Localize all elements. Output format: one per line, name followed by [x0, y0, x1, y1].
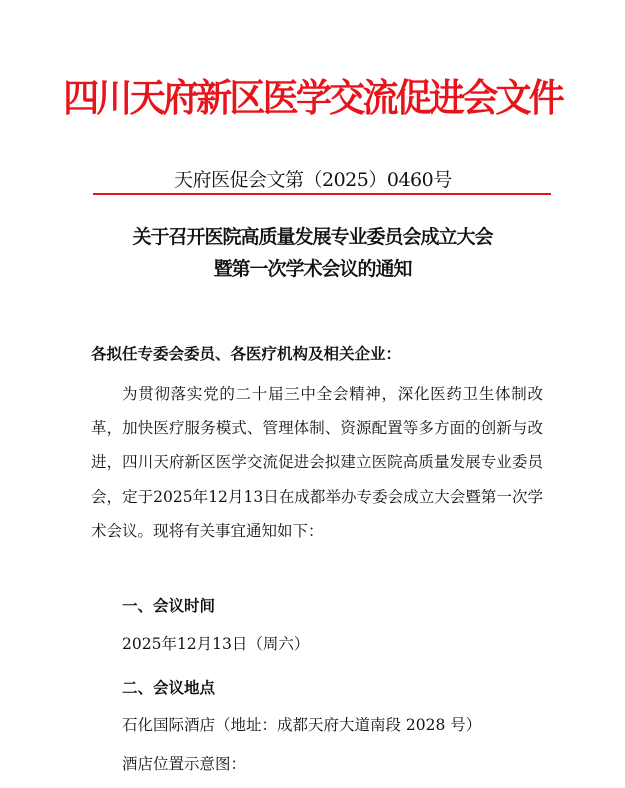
red-divider-line [93, 193, 551, 195]
document-number: 天府医促会文第（2025）0460号 [174, 169, 452, 191]
meeting-date: 2025年12月13日（周六） [122, 635, 310, 653]
section-heading-location: 二、会议地点 [122, 679, 216, 697]
org-header-title: 四川天府新区医学交流促进会文件 [63, 75, 562, 120]
section-heading-time: 一、会议时间 [122, 597, 216, 615]
meeting-location: 石化国际酒店（地址：成都天府大道南段 2028 号） [122, 716, 482, 734]
hotel-map-caption: 酒店位置示意图： [122, 755, 247, 773]
notice-title-line-1: 关于召开医院高质量发展专业委员会成立大会 [132, 226, 493, 248]
salutation: 各拟任专委会委员、各医疗机构及相关企业： [91, 345, 402, 363]
notice-title-line-2: 暨第一次学术会议的通知 [213, 258, 412, 280]
intro-paragraph: 为贯彻落实党的二十届三中全会精神，深化医药卫生体制改革，加快医疗服务模式、管理体制、资源配置等多方面的创新与改进，四川天府新区医学交流促进会拟建立医院高质量发展专业委员会，定于2025年12月13日在成都举办专委会成立大会暨第一次学术会议。现将有关事宜通知如下： [91, 385, 543, 540]
